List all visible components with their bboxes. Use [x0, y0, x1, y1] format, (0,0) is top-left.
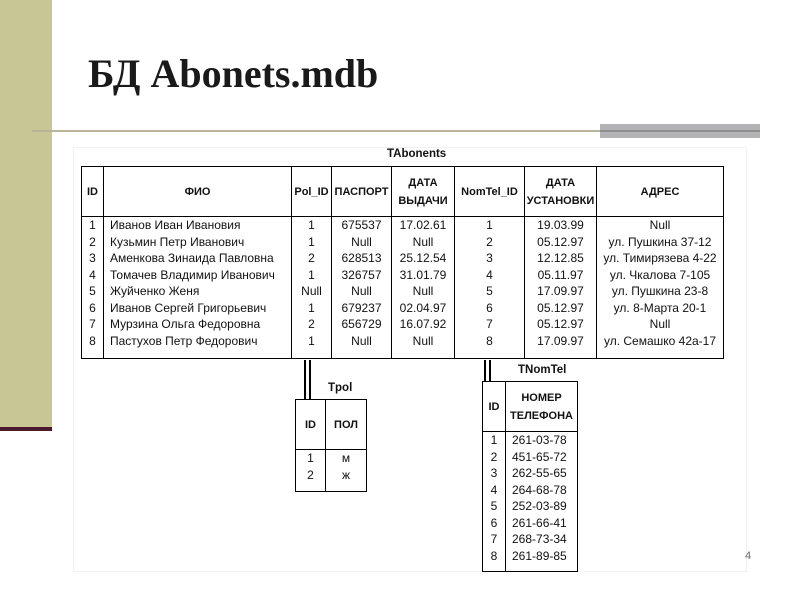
- tpol-col-pol: м ж: [326, 450, 367, 492]
- tabonents-col-passport: 675537 Null 628513 326757 Null 679237 656729 Null: [332, 217, 392, 359]
- tabonents-table: [81, 166, 724, 359]
- tnomtel-header-id: ID: [483, 382, 506, 432]
- page-number: 4: [745, 550, 752, 562]
- tabonents-col-install-date: 19.03.99 05.12.97 12.12.85 05.11.97 17.09.97 05.12.97 05.12.97 17.09.97: [525, 217, 597, 359]
- tabonents-col-issue-date: 17.02.61 Null 25.12.54 31.01.79 Null 02.04.97 16.07.92 Null: [392, 217, 455, 359]
- tabonents-table-name: TAbonents: [387, 148, 447, 160]
- pol-relation-line-1: [304, 360, 306, 400]
- tnomtel-col-number: 261-03-78 451-65-72 262-55-65 264-68-78 252-03-89 261-66-41 268-73-34 261-89-85: [506, 432, 578, 572]
- slide-sidebar-line: [0, 427, 52, 431]
- slide-sidebar-band: [0, 0, 52, 427]
- tabonents-header-address: АДРЕС: [597, 167, 724, 217]
- tabonents-header-issue-date: ДАТА ВЫДАЧИ: [392, 167, 455, 217]
- tpol-table: [295, 399, 367, 492]
- tabonents-col-nomtel-id: 1 2 3 4 5 6 7 8: [455, 217, 525, 359]
- tabonents-col-id: 1 2 3 4 5 6 7 8: [82, 217, 104, 359]
- tabonents-header-pol-id: Pol_ID: [292, 167, 332, 217]
- tabonents-header-fio: ФИО: [104, 167, 292, 217]
- nomtel-relation-line-1: [484, 360, 486, 382]
- tpol-table-name: Tpol: [328, 382, 353, 394]
- tpol-col-id: 1 2: [296, 450, 326, 492]
- tabonents-col-address: Null ул. Пушкина 37-12 ул. Тимирязева 4-22 ул. Чкалова 7-105 ул. Пушкина 23-8 ул. 8-Марта 20-1 Null ул. Семашко 42а-17: [597, 217, 724, 359]
- slide-title: БД Abonets.mdb: [88, 51, 379, 96]
- tnomtel-header-number: НОМЕР ТЕЛЕФОНА: [506, 382, 578, 432]
- tnomtel-table-name: TNomTel: [518, 364, 567, 376]
- tabonents-header-install-date: ДАТА УСТАНОВКИ: [525, 167, 597, 217]
- title-divider-block-line: [600, 130, 760, 132]
- nomtel-relation-line-2: [489, 360, 491, 382]
- tabonents-header-passport: ПАСПОРТ: [332, 167, 392, 217]
- tnomtel-table: [482, 381, 578, 572]
- pol-relation-line-2: [309, 360, 311, 400]
- tabonents-col-pol-id: 1 1 2 1 Null 1 2 1: [292, 217, 332, 359]
- database-schema-figure: [74, 148, 746, 571]
- tnomtel-col-id: 1 2 3 4 5 6 7 8: [483, 432, 506, 572]
- tabonents-col-fio: Иванов Иван Ивановия Кузьмин Петр Иванович Аменкова Зинаида Павловна Томачев Владимир Иванович Жуйченко Женя Иванов Сергей Григорьевич Мурзина Ольга Федоровна Пастухов Петр Федорович: [104, 217, 292, 359]
- tpol-header-pol: ПОЛ: [326, 400, 367, 450]
- tabonents-header-nomtel-id: NomTel_ID: [455, 167, 525, 217]
- tabonents-header-id: ID: [82, 167, 104, 217]
- tpol-header-id: ID: [296, 400, 326, 450]
- title-divider-line: [32, 130, 600, 132]
